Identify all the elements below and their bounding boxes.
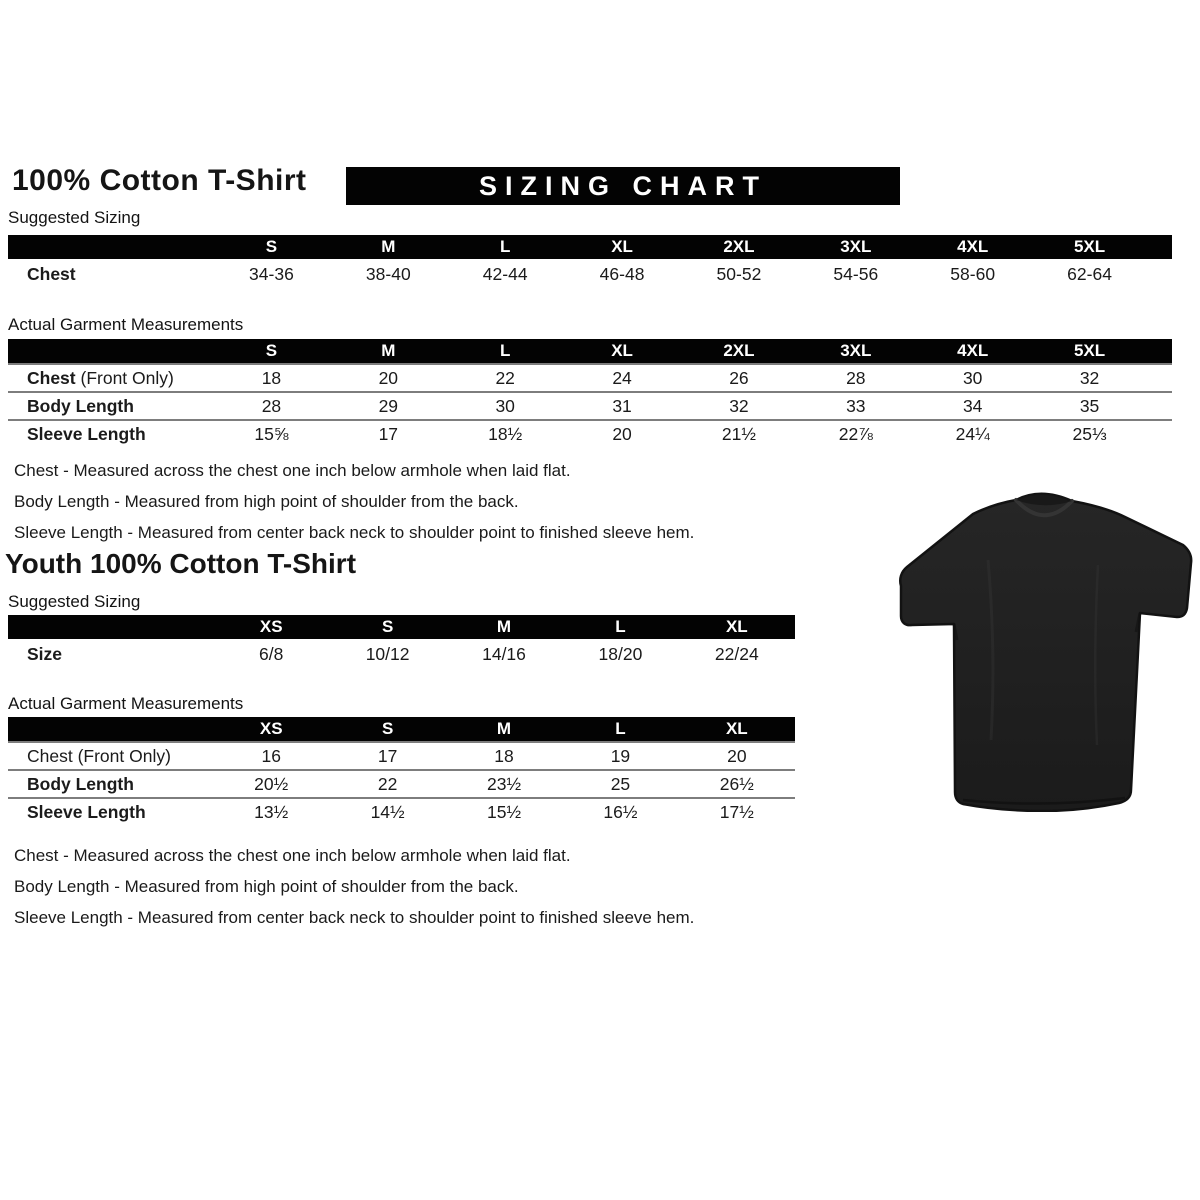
youth-actual-heading: Actual Garment Measurements <box>8 694 244 713</box>
cell: 25⅓ <box>1072 423 1107 444</box>
table-header-row <box>8 339 1172 363</box>
cell: 15½ <box>486 801 522 822</box>
cell: 42-44 <box>482 263 528 284</box>
column-header: 4XL <box>957 237 989 256</box>
cell: 31 <box>612 395 632 416</box>
cell: 32 <box>729 395 749 416</box>
cell: 30 <box>962 367 983 388</box>
cell: 21½ <box>721 423 756 444</box>
column-header: XL <box>611 341 633 360</box>
table-row <box>8 363 1172 391</box>
cell: 18½ <box>488 423 523 444</box>
column-header: S <box>381 617 394 636</box>
column-header: S <box>265 237 278 256</box>
cell: 26½ <box>719 773 754 794</box>
cell: 10/12 <box>365 643 410 664</box>
column-header: 4XL <box>957 341 989 360</box>
cell: 22 <box>377 773 398 794</box>
column-header: 5XL <box>1073 341 1106 360</box>
column-header: L <box>615 617 626 636</box>
note-line: Sleeve Length - Measured from center back neck to shoulder point to finished sleeve hem. <box>14 523 695 542</box>
column-header: XL <box>725 719 748 738</box>
row-label-note: (Front Only) <box>75 367 174 388</box>
row-label <box>8 396 213 417</box>
tshirt-graphic <box>893 490 1195 812</box>
page-title: 100% Cotton T-Shirt <box>12 164 307 197</box>
cell: 15⅝ <box>254 423 289 444</box>
column-header: XS <box>259 617 283 636</box>
cell: 6/8 <box>259 643 284 664</box>
note-line: Chest - Measured across the chest one inch below armhole when laid flat. <box>14 461 571 480</box>
cell: 14/16 <box>482 643 526 664</box>
youth-actual-table <box>8 717 795 825</box>
youth-suggested-heading: Suggested Sizing <box>8 592 141 611</box>
column-header: 5XL <box>1073 237 1106 256</box>
youth-measurement-notes <box>14 840 694 933</box>
adult-actual-table <box>8 339 1172 447</box>
row-label-note: Chest (Front Only) <box>27 745 171 766</box>
cell: 30 <box>495 395 515 416</box>
cell: 34 <box>962 395 983 416</box>
column-header: M <box>496 617 512 636</box>
cell: 20 <box>378 367 399 388</box>
cell: 14½ <box>370 801 405 822</box>
column-header: 2XL <box>723 237 755 256</box>
column-header: S <box>381 719 394 738</box>
cell: 62-64 <box>1067 263 1112 284</box>
column-header: 3XL <box>840 341 872 360</box>
cell: 33 <box>846 395 866 416</box>
cell: 32 <box>1079 367 1100 388</box>
adult-suggested-heading: Suggested Sizing <box>8 208 141 227</box>
cell: 38-40 <box>365 263 411 284</box>
cell: 26 <box>729 367 749 388</box>
row-label <box>8 424 213 445</box>
cell: 22⅞ <box>838 423 873 444</box>
cell: 24 <box>612 367 632 388</box>
table-row <box>8 741 795 769</box>
cell: 17½ <box>719 801 754 822</box>
cell: 17 <box>378 423 399 444</box>
cell: 16 <box>261 745 281 766</box>
column-header: XL <box>725 617 748 636</box>
youth-title: Youth 100% Cotton T-Shirt <box>5 548 357 579</box>
cell: 25 <box>610 773 631 794</box>
column-header: XS <box>259 719 283 738</box>
cell: 28 <box>846 367 866 388</box>
column-header: L <box>499 237 511 256</box>
cell: 34-36 <box>249 263 294 284</box>
row-label-text: Sleeve Length <box>27 801 146 822</box>
row-label: Chest <box>27 263 76 284</box>
note-line: Body Length - Measured from high point of shoulder from the back. <box>14 877 519 896</box>
column-header: 3XL <box>840 237 872 256</box>
row-label-text: Body Length <box>27 395 134 416</box>
cell: 29 <box>378 395 399 416</box>
table-row <box>8 419 1172 447</box>
note-line: Chest - Measured across the chest one inch below armhole when laid flat. <box>14 846 571 865</box>
note-line: Sleeve Length - Measured from center back neck to shoulder point to finished sleeve hem. <box>14 908 695 927</box>
column-header: M <box>381 341 396 360</box>
table-row <box>8 639 795 669</box>
adult-suggested-table <box>8 235 1172 289</box>
youth-suggested-table <box>8 615 795 669</box>
cell: 20 <box>612 423 632 444</box>
column-header: L <box>499 341 511 360</box>
row-label <box>8 368 213 389</box>
row-label-text: Sleeve Length <box>27 423 146 444</box>
table-row <box>8 797 795 825</box>
cell: 18 <box>261 367 282 388</box>
cell: 20 <box>727 745 747 766</box>
table-header-row <box>8 235 1172 259</box>
cell: 35 <box>1079 395 1100 416</box>
table-header-row <box>8 615 795 639</box>
cell: 22/24 <box>714 643 759 664</box>
sizing-chart-banner: SIZING CHART <box>346 167 900 205</box>
table-row <box>8 769 795 797</box>
cell: 24¼ <box>955 423 990 444</box>
column-header: M <box>381 237 396 256</box>
cell: 17 <box>377 745 398 766</box>
row-label <box>8 774 213 795</box>
cell: 28 <box>261 395 282 416</box>
column-header: S <box>265 341 278 360</box>
adult-measurement-notes <box>14 455 694 548</box>
cell: 13½ <box>254 801 289 822</box>
cell: 18 <box>494 745 514 766</box>
row-label <box>8 746 213 767</box>
cell: 58-60 <box>950 263 996 284</box>
tshirt-image <box>893 490 1195 812</box>
table-header-row <box>8 717 795 741</box>
table-row <box>8 391 1172 419</box>
cell: 19 <box>610 745 631 766</box>
cell: 50-52 <box>716 263 762 284</box>
table-row <box>8 259 1172 289</box>
column-header: L <box>615 719 626 738</box>
row-label <box>8 802 213 823</box>
column-header: M <box>496 719 512 738</box>
column-header: XL <box>611 237 633 256</box>
column-header: 2XL <box>723 341 755 360</box>
cell: 23½ <box>486 773 522 794</box>
row-label-text: Body Length <box>27 773 134 794</box>
cell: 16½ <box>603 801 638 822</box>
cell: 18/20 <box>598 643 643 664</box>
cell: 20½ <box>254 773 289 794</box>
cell: 46-48 <box>599 263 645 284</box>
cell: 22 <box>495 367 515 388</box>
adult-actual-heading: Actual Garment Measurements <box>8 315 244 334</box>
note-line: Body Length - Measured from high point of shoulder from the back. <box>14 492 519 511</box>
row-label-text: Chest <box>27 367 76 388</box>
row-label: Size <box>27 643 63 664</box>
cell: 54-56 <box>833 263 879 284</box>
